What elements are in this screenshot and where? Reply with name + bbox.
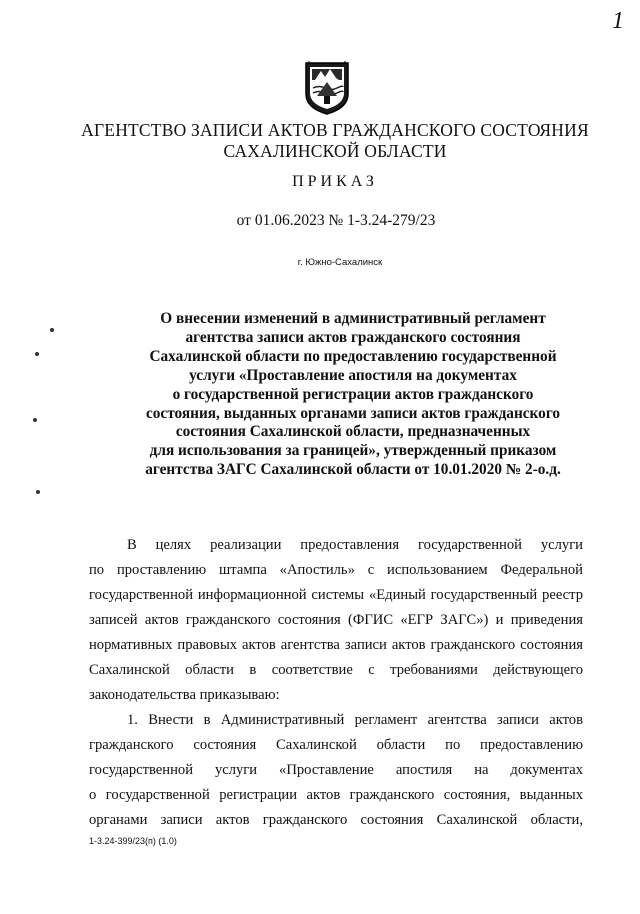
document-type: ПРИКАЗ bbox=[292, 173, 378, 190]
body-line: 1. Внести в Административный регламент агентства записи актов bbox=[127, 712, 583, 728]
body-line: органами записи актов гражданского состояния Сахалинской области, bbox=[89, 812, 583, 828]
body-line: В целях реализации предоставления государственной услуги bbox=[127, 537, 583, 553]
body-line: о государственной регистрации актов гражданского состояния, выданных bbox=[89, 787, 583, 803]
agency-name-line-2: САХАЛИНСКОЙ ОБЛАСТИ bbox=[223, 141, 447, 161]
body-line: государственной информационной системы «Единый государственный реестр bbox=[89, 587, 583, 603]
body-line: нормативных правовых актов агентства записи актов гражданского состояния bbox=[89, 637, 583, 653]
margin-mark bbox=[35, 352, 39, 356]
city: г. Южно-Сахалинск bbox=[297, 257, 383, 268]
order-number: от 01.06.2023 № 1-3.24-279/23 bbox=[236, 212, 436, 229]
document-code: 1-3.24-399/23(п) (1.0) bbox=[89, 836, 177, 846]
subject-line: услуги «Проставление апостиля на документах bbox=[189, 366, 517, 384]
subject-line: состояния, выданных органами записи актов гражданского bbox=[145, 404, 561, 422]
agency-name bbox=[0, 120, 640, 162]
subject-line: состояния Сахалинской области, предназначенных bbox=[175, 423, 531, 441]
subject-line: для использования за границей», утвержденный приказом bbox=[149, 442, 557, 460]
body-line: по проставлению штампа «Апостиль» с использованием Федеральной bbox=[89, 562, 583, 578]
subject-line: О внесении изменений в административный регламент bbox=[160, 310, 546, 327]
subject-line: агентства ЗАГС Сахалинской области от 10.01.2020 № 2-о.д. bbox=[145, 461, 561, 479]
sakhalin-coat-of-arms-icon bbox=[303, 60, 351, 116]
margin-mark bbox=[50, 328, 54, 332]
agency-name-line-1: АГЕНТСТВО ЗАПИСИ АКТОВ ГРАЖДАНСКОГО СОСТОЯНИЯ bbox=[81, 120, 589, 140]
margin-mark bbox=[36, 490, 40, 494]
body-line: записей актов гражданского состояния (ФГИС «ЕГР ЗАГС») и приведения bbox=[89, 612, 583, 628]
body-line: гражданского состояния Сахалинской области по предоставлению bbox=[89, 737, 583, 753]
subject-line: Сахалинской области по предоставлению государственной bbox=[149, 347, 557, 365]
order-subject bbox=[112, 310, 594, 480]
subject-line: агентства записи актов гражданского состояния bbox=[185, 328, 521, 346]
body-line: законодательства приказываю: bbox=[89, 687, 280, 703]
body-line: государственной услуги «Проставление апостиля на документах bbox=[89, 762, 583, 778]
body-line: Сахалинской области в соответствие с требованиями действующего bbox=[89, 662, 583, 678]
margin-mark bbox=[33, 418, 37, 422]
page-number: 1 bbox=[612, 8, 624, 34]
subject-line: о государственной регистрации актов гражданского bbox=[172, 385, 534, 403]
